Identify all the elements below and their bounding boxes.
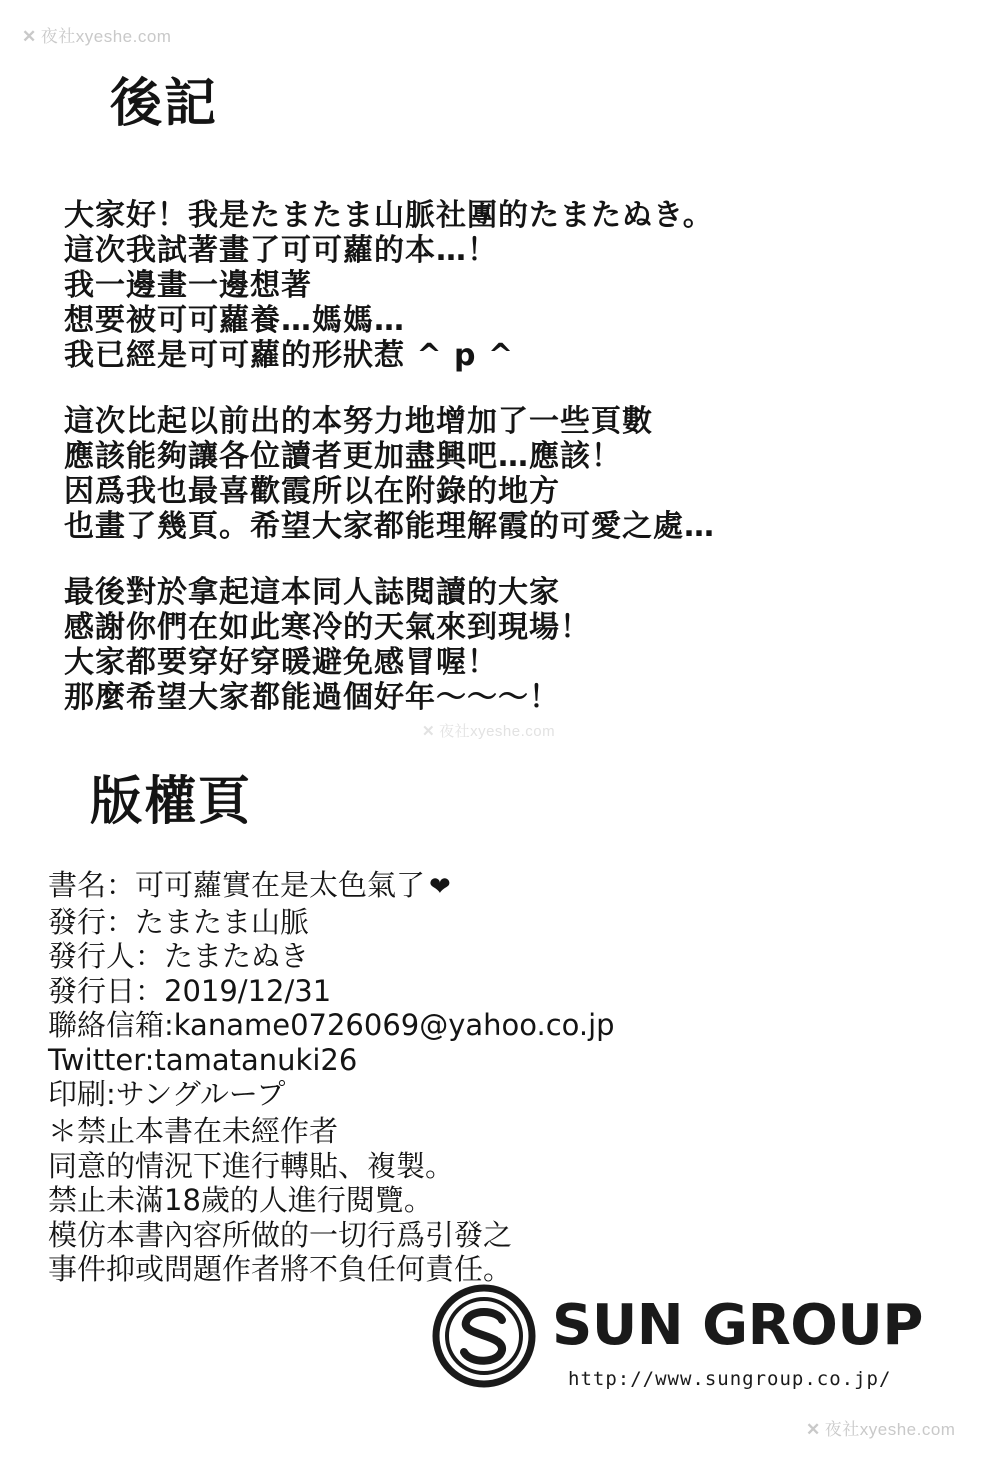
credit-printer: 印刷:サングループ: [48, 1077, 286, 1111]
afterword-line: 因爲我也最喜歡霞所以在附錄的地方: [64, 474, 560, 509]
credit-publisher: 發行：たまたま山脈: [48, 904, 310, 939]
watermark-x-icon: ✕: [806, 1420, 821, 1439]
watermark-x-icon: ✕: [22, 27, 37, 46]
afterword-line: 那麼希望大家都能過個好年～～～！: [64, 680, 560, 715]
sun-group-logo-icon: [432, 1284, 536, 1388]
afterword-line: 我一邊畫一邊想著: [64, 268, 312, 303]
afterword-line: 最後對於拿起這本同人誌閱讀的大家: [64, 575, 560, 610]
notice-line: 事件抑或問題作者將不負任何責任。: [48, 1252, 513, 1286]
heart-icon: ❤: [429, 872, 451, 902]
notice-line: 禁止未滿18歲的人進行閱覽。: [48, 1183, 433, 1217]
watermark-text: 夜社xyeshe.com: [439, 723, 556, 740]
watermark-x-icon: ✕: [422, 723, 436, 740]
watermark-top: [22, 22, 171, 47]
sun-group-logo: [432, 1284, 972, 1394]
notice-line: ＊禁止本書在未經作者: [48, 1114, 339, 1148]
afterword-paragraph-3: [64, 575, 964, 715]
afterword-line: 也畫了幾頁。希望大家都能理解霞的可愛之處…: [64, 509, 715, 544]
watermark-text: 夜社xyeshe.com: [40, 27, 172, 46]
notice-line: 同意的情況下進行轉貼、複製。: [48, 1148, 455, 1183]
copyright-title: 版權頁: [90, 772, 253, 832]
credit-date: 發行日：2019/12/31: [48, 973, 332, 1008]
afterword-line: 大家好！我是たまたま山脈社團的たまたぬき。: [64, 198, 714, 233]
credit-email: 聯絡信箱:kaname0726069@yahoo.co.jp: [48, 1008, 615, 1042]
notice-line: 模仿本書內容所做的一切行爲引發之: [48, 1217, 513, 1252]
afterword-line: 這次我試著畫了可可蘿的本…！: [64, 233, 498, 268]
copyright-credits: [48, 868, 808, 1112]
logo-url[interactable]: http://www.sungroup.co.jp/: [568, 1368, 892, 1390]
copyright-notice: [48, 1114, 808, 1287]
afterword-line: 感謝你們在如此寒冷的天氣來到現場！: [64, 610, 591, 645]
afterword-line: 想要被可可蘿養…媽媽…: [64, 303, 405, 338]
afterword-body: [64, 198, 964, 746]
credit-book-title: [48, 868, 808, 905]
afterword-line: 我已經是可可蘿的形狀惹 ^ p ^: [64, 338, 515, 373]
afterword-line: 大家都要穿好穿暖避免感冒喔！: [64, 645, 498, 680]
watermark-text: 夜社xyeshe.com: [824, 1420, 956, 1439]
afterword-line: 這次比起以前出的本努力地增加了一些頁數: [64, 404, 653, 439]
watermark-bottom: [806, 1415, 955, 1440]
afterword-title: 後記: [110, 74, 219, 134]
afterword-paragraph-1: [64, 198, 964, 373]
afterword-paragraph-2: [64, 404, 964, 544]
credit-issuer: 發行人：たまたぬき: [48, 939, 310, 973]
credit-text: 書名：可可蘿實在是太色氣了: [48, 868, 426, 902]
credit-twitter: Twitter:tamatanuki26: [48, 1042, 358, 1077]
logo-name: SUN GROUP: [552, 1293, 923, 1358]
afterword-line: 應該能夠讓各位讀者更加盡興吧…應該！: [64, 439, 622, 474]
